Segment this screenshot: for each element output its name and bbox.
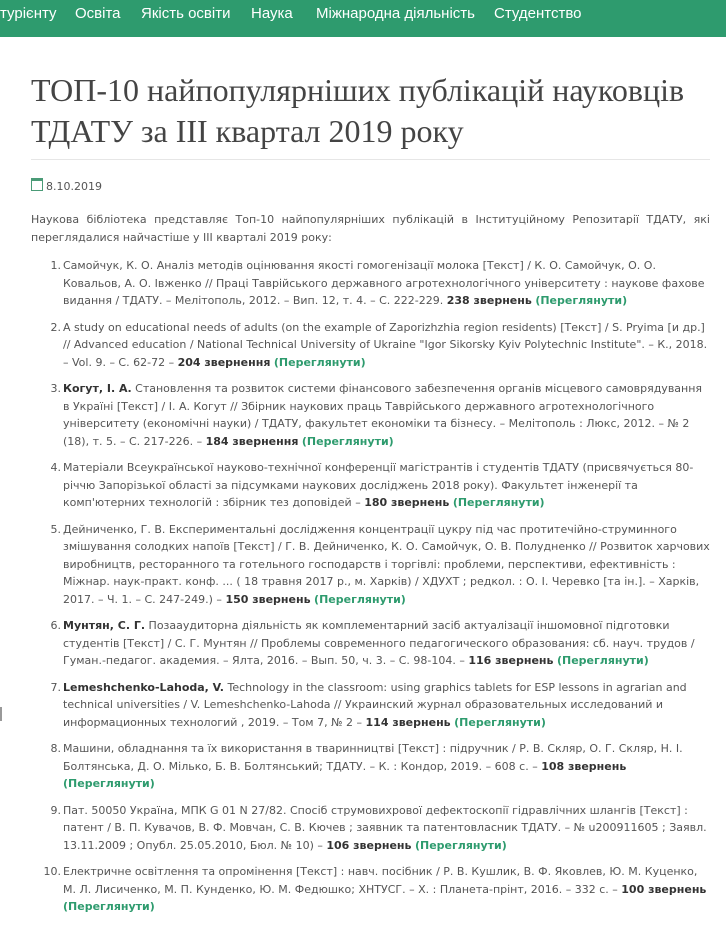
- nav-item-quality[interactable]: Якість освіти: [141, 5, 231, 22]
- intro-text: Наукова бібліотека представляє Топ-10 найпопулярніших публікацій в Інституційному Репозитарії ТДАТУ, які переглядалися найчастіше у ІІІ кварталі 2019 року:: [31, 213, 710, 244]
- publication-item: [31, 459, 711, 512]
- publication-item: [31, 863, 711, 916]
- request-count: 184 звернення: [205, 434, 299, 448]
- view-link[interactable]: (Переглянути): [414, 838, 507, 852]
- request-count: 204 звернення: [177, 355, 271, 369]
- nav-item-science[interactable]: Наука: [251, 5, 293, 22]
- publication-citation: Самойчук, К. О. Аналіз методів оцінювання якості гомогенізації молока [Текст] / К. О. Самойчук, О. О. Ковальов, А. О. Івженко // Праці Таврійського державного агротехнологічного університету : наукове фахове видання / ТДАТУ. – Мелітополь, 2012. – Вип. 12, т. 4. – С. 222-229.: [63, 259, 705, 307]
- publication-item: [31, 802, 711, 855]
- request-count: 100 звернень: [621, 882, 707, 896]
- publication-citation: Дейниченко, Г. В. Експериментальні дослідження концентрації цукру під час протитечійно-струминного змішування солодких напоїв [Текст] / Г. В. Дейниченко, К. О. Самойчук, О. В. Полудненко // Розвиток харчових виробництв, ресторанного та готельного господарств і торгівлі: проблеми, перспективи, ефективність : Міжнар. наук-практ. конф. ... ( 18 травня 2017 р., м. Харків) / ХДУХТ ; редкол. : О. І. Черевко [та ін.]. – Харків, 2017. – Ч. 1. – С. 247-249.) –: [63, 522, 710, 606]
- publication-citation: Позааудиторна діяльність як комплементарний засіб актуалізації іншомовної підготовки студентів [Текст] / С. Г. Мунтян // Проблемы современного педагогического образования: сб. науч. трудов / Гуман.-педагог. академия. – Ялта, 2016. – Вып. 50, ч. 3. – С. 98-104. –: [63, 619, 695, 667]
- publication-item: [31, 380, 711, 450]
- publication-author: Lemeshchenko-Lahoda, V.: [63, 680, 224, 694]
- publication-number: 4.: [50, 461, 61, 474]
- publication-citation: Електричне освітлення та опромінення [Текст] : навч. посібник / Р. В. Кушлик, В. Ф. Яковлев, Ю. М. Куценко, М. Л. Лисиченко, М. П. Кунденко, Ю. М. Федюшко; ХНТУСГ. – Х. : Планета-прінт, 2016. – 332 с. –: [63, 865, 698, 896]
- publication-citation: Становлення та розвиток системи фінансового забезпечення органів місцевого самоврядування в Україні [Текст] / І. А. Когут // Збірник наукових праць Таврійського державного агротехнологічного університету (економічні науки) / ТДАТУ, факультет економіки та бізнесу. – Мелітополь : Люкс, 2012. – № 2 (18), т. 5. – С. 217-226. –: [63, 382, 703, 448]
- nav-item-osvita[interactable]: Освіта: [75, 5, 121, 22]
- view-link[interactable]: (Переглянути): [535, 294, 628, 307]
- publication-number: 10.: [43, 865, 61, 878]
- nav-item-abiturient[interactable]: турієнту: [0, 5, 57, 22]
- view-link[interactable]: (Переглянути): [556, 654, 649, 667]
- publication-number: 5.: [50, 522, 61, 536]
- request-count: 108 звернень: [541, 759, 627, 773]
- title-divider: [31, 159, 710, 160]
- edge-marker: [0, 707, 2, 721]
- view-link[interactable]: (Переглянути): [454, 715, 546, 729]
- publication-citation: Машини, обладнання та їх використання в тваринництві [Текст] : підручник / Р. В. Скляр, О. Г. Скляр, Н. І. Болтянська, Д. О. Мілько, Б. В. Болтянський; ТДАТУ. – К. : Кондор, 2019. – 608 с. –: [63, 742, 683, 773]
- view-link[interactable]: (Переглянути): [273, 355, 366, 369]
- publication-author: Мунтян, С. Г.: [63, 619, 146, 632]
- view-link[interactable]: (Переглянути): [63, 900, 155, 913]
- request-count: 106 звернень: [326, 838, 412, 852]
- view-link[interactable]: (Переглянути): [452, 496, 545, 509]
- publication-number: 2.: [50, 320, 61, 334]
- publication-citation: Technology in the classroom: using graphics tablets for ESP lessons in agrarian and technical universities / V. Lemeshchenko-Lahoda // Украинский журнал образовательных исследований и информационных технологий , 2019. – Том 7, № 2 –: [63, 680, 687, 729]
- publication-number: 8.: [50, 742, 61, 755]
- request-count: 150 звернень: [225, 592, 311, 606]
- page-title: ТОП-10 найпопулярніших публікацій науковців ТДАТУ за ІІІ квартал 2019 року: [31, 72, 685, 149]
- publication-item: [31, 257, 711, 310]
- nav-item-international[interactable]: Міжнародна діяльність: [316, 5, 475, 22]
- request-count: 180 звернень: [364, 496, 450, 509]
- publication-item: [31, 319, 711, 372]
- view-link[interactable]: (Переглянути): [314, 592, 406, 606]
- publication-number: 7.: [50, 680, 61, 694]
- nav-item-students[interactable]: Студентство: [494, 5, 582, 22]
- publication-number: 9.: [50, 803, 61, 817]
- request-count: 116 звернень: [468, 654, 554, 667]
- publication-citation: A study on educational needs of adults (on the example of Zaporizhzhia region residents) [Текст] / S. Pryima [и др.] // Advanced education / National Technical University of Ukraine "Igor Sikorsky Kyiv Polytechnic Institute". – К., 2018. – Vol. 9. – С. 62-72 –: [63, 320, 708, 369]
- publication-item: [31, 679, 711, 732]
- request-count: 238 звернень: [446, 294, 532, 307]
- publication-number: 6.: [50, 619, 61, 632]
- publication-citation: Пат. 50050 Україна, МПК G 01 N 27/82. Спосіб струмовихрової дефектоскопії гідравлічних шлангів [Текст] : патент / В. П. Кувачов, В. Ф. Мовчан, С. В. Кючев ; заявник та патентовласник ТДАТУ. – № u200911605 ; Заявл. 13.11.2009 ; Опубл. 25.05.2010, Бюл. № 10) –: [63, 803, 707, 852]
- top-navigation: [0, 0, 726, 37]
- view-link[interactable]: (Переглянути): [63, 777, 155, 790]
- publication-item: [31, 521, 711, 609]
- publication-item: [31, 740, 711, 793]
- view-link[interactable]: (Переглянути): [301, 434, 394, 448]
- post-date: [31, 177, 102, 193]
- publication-number: 3.: [50, 382, 61, 395]
- publication-list: [31, 257, 711, 925]
- calendar-icon: [31, 178, 43, 191]
- post-date-value: 8.10.2019: [46, 180, 102, 193]
- publication-item: [31, 617, 711, 670]
- request-count: 114 звернень: [365, 715, 451, 729]
- publication-citation: Матеріали Всеукраїнської науково-технічної конференції магістрантів і студентів ТДАТУ (присвячується 80-річчю Запорізької області за підсумками наукових досліджень 2018 року). Факультет інженерії та комп'ютерних технологій : збірник тез доповідей –: [63, 461, 694, 509]
- publication-author: Когут, І. А.: [63, 382, 132, 395]
- publication-number: 1.: [50, 259, 61, 272]
